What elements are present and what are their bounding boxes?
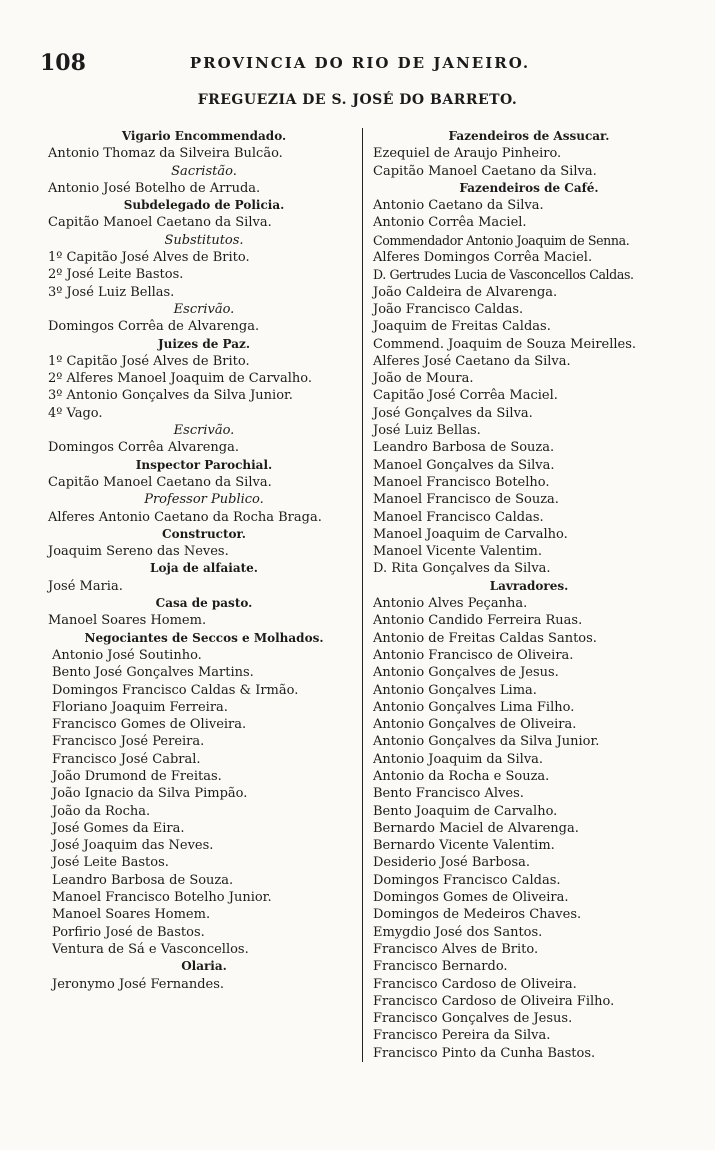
heading-inspector: Inspector Parochial.: [135, 457, 273, 472]
list-item: Francisco Cardoso de Oliveira Filho.: [373, 993, 615, 1009]
list-item: José Joaquim das Neves.: [52, 838, 214, 854]
list-item: Domingos Gomes de Oliveira.: [373, 890, 569, 906]
list-item: Manoel Francisco Botelho Junior.: [52, 890, 272, 906]
heading-vigario: Vigario Encommendado.: [121, 129, 287, 143]
list-item: Domingos Francisco Caldas & Irmão.: [52, 682, 299, 698]
list-item: Francisco Alves de Brito.: [373, 941, 539, 957]
left-column: [48, 128, 360, 993]
cafe-list: [369, 197, 689, 578]
entry-pasto: Manoel Soares Homem.: [48, 613, 207, 629]
list-item: Manoel Vicente Valentim.: [373, 544, 542, 560]
list-item: Capitão José Corrêa Maciel.: [373, 388, 558, 404]
list-item: Domingos de Medeiros Chaves.: [373, 907, 582, 923]
list-item: Bernardo Vicente Valentim.: [373, 838, 555, 854]
list-item: João Drumond de Freitas.: [52, 768, 222, 784]
list-item: Antonio da Rocha e Souza.: [373, 768, 550, 784]
list-item: Manoel Francisco de Souza.: [373, 492, 559, 508]
heading-substitutos: Substitutos.: [164, 232, 244, 248]
list-item: Joaquim de Freitas Caldas.: [373, 319, 551, 335]
heading-lavradores: Lavradores.: [489, 578, 569, 593]
entry-substituto: 2º José Leite Bastos.: [48, 267, 184, 283]
entry-escrivao: Domingos Corrêa Alvarenga.: [48, 440, 239, 456]
entry-alfaiate: José Maria.: [48, 578, 123, 594]
heading-professor: Professor Publico.: [144, 492, 264, 508]
page-number: 108: [40, 50, 86, 76]
heading-constructor: Constructor.: [162, 526, 246, 541]
heading-cafe: Fazendeiros de Café.: [459, 180, 599, 195]
list-item: João da Rocha.: [52, 803, 151, 819]
lavradores-list: [369, 595, 689, 1062]
right-column: [362, 128, 689, 1062]
heading-escrivao: Escrivão.: [173, 301, 235, 317]
section-title: FREGUEZIA DE S. JOSÉ DO BARRETO.: [197, 92, 518, 108]
list-item: Capitão Manoel Caetano da Silva.: [373, 163, 597, 179]
list-item: Francisco Gonçalves de Jesus.: [373, 1011, 573, 1027]
assucar-list: [369, 145, 689, 180]
entry-juiz: 2º Alferes Manoel Joaquim de Carvalho.: [48, 371, 313, 387]
list-item: Commendador Antonio Joaquim de Senna.: [373, 232, 630, 248]
heading-pasto: Casa de pasto.: [155, 596, 253, 611]
list-item: Manoel Francisco Botelho.: [373, 474, 550, 490]
list-item: Antonio Gonçalves Lima Filho.: [373, 699, 575, 715]
entry-subdelegado: Capitão Manoel Caetano da Silva.: [48, 215, 272, 231]
list-item: Ventura de Sá e Vasconcellos.: [52, 941, 249, 957]
entry-sacristao: Antonio José Botelho de Arruda.: [48, 180, 261, 196]
list-item: Leandro Barbosa de Souza.: [373, 440, 555, 456]
list-item: João Caldeira de Alvarenga.: [373, 284, 558, 300]
entry-inspector: Capitão Manoel Caetano da Silva.: [48, 474, 272, 490]
list-item: Antonio Gonçalves Lima.: [373, 682, 537, 698]
list-item: Antonio Candido Ferreira Ruas.: [373, 613, 583, 629]
list-item: Emygdio José dos Santos.: [373, 924, 543, 940]
list-item: Leandro Barbosa de Souza.: [52, 872, 234, 888]
list-item: Francisco Gomes de Oliveira.: [52, 717, 247, 733]
list-item: Porfirio José de Bastos.: [52, 924, 205, 940]
list-item: José Leite Bastos.: [52, 855, 169, 871]
list-item: Domingos Francisco Caldas.: [373, 872, 561, 888]
entry-vigario: Antonio Thomaz da Silveira Bulcão.: [48, 146, 283, 162]
list-item: Antonio Corrêa Maciel.: [373, 215, 527, 231]
list-item: Francisco José Cabral.: [52, 751, 201, 767]
list-item: Antonio Francisco de Oliveira.: [373, 647, 574, 663]
list-item: Francisco Pinto da Cunha Bastos.: [373, 1045, 596, 1061]
list-item: D. Rita Gonçalves da Silva.: [373, 561, 551, 577]
list-item: Bernardo Maciel de Alvarenga.: [373, 820, 579, 836]
heading-juizes: Juizes de Paz.: [157, 336, 250, 351]
list-item: José Gonçalves da Silva.: [373, 405, 533, 421]
list-item: João de Moura.: [373, 371, 474, 387]
list-item: José Gomes da Eira.: [52, 820, 185, 836]
entry-juiz: 1º Capitão José Alves de Brito.: [48, 353, 250, 369]
entry-substituto: 3º José Luiz Bellas.: [48, 284, 175, 300]
list-item: Antonio de Freitas Caldas Santos.: [373, 630, 597, 646]
heading-alfaiate: Loja de alfaiate.: [150, 561, 258, 576]
entry-professor: Alferes Antonio Caetano da Rocha Braga.: [48, 509, 322, 525]
heading-olaria: Olaria.: [181, 959, 227, 974]
list-item: Antonio Gonçalves de Oliveira.: [373, 717, 577, 733]
entry-escrivao: Domingos Corrêa de Alvarenga.: [48, 319, 260, 335]
list-item: João Ignacio da Silva Pimpão.: [52, 786, 248, 802]
list-item: José Luiz Bellas.: [373, 423, 481, 439]
list-item: Floriano Joaquim Ferreira.: [52, 699, 228, 715]
list-item: Antonio Gonçalves da Silva Junior.: [373, 734, 600, 750]
negociantes-list: [48, 647, 360, 958]
heading-assucar: Fazendeiros de Assucar.: [448, 129, 610, 143]
list-item: Antonio Gonçalves de Jesus.: [373, 665, 559, 681]
list-item: Manoel Soares Homem.: [52, 907, 211, 923]
list-item: Alferes José Caetano da Silva.: [373, 353, 571, 369]
entry-juiz: 3º Antonio Gonçalves da Silva Junior.: [48, 388, 293, 404]
list-item: D. Gertrudes Lucia de Vasconcellos Caldas.: [373, 267, 634, 283]
list-item: Antonio Joaquim da Silva.: [373, 751, 544, 767]
list-item: Antonio Alves Peçanha.: [373, 596, 528, 612]
list-item: Francisco Bernardo.: [373, 959, 508, 975]
entry-olaria: Jeronymo José Fernandes.: [52, 976, 225, 992]
heading-escrivao: Escrivão.: [173, 423, 235, 439]
entry-constructor: Joaquim Sereno das Neves.: [48, 544, 229, 560]
entry-juiz: 4º Vago.: [48, 405, 103, 421]
list-item: Commend. Joaquim de Souza Meirelles.: [373, 336, 637, 352]
list-item: Antonio José Soutinho.: [52, 647, 202, 663]
list-item: Antonio Caetano da Silva.: [373, 198, 544, 214]
list-item: Manoel Joaquim de Carvalho.: [373, 526, 568, 542]
list-item: João Francisco Caldas.: [373, 301, 524, 317]
heading-subdelegado: Subdelegado de Policia.: [123, 198, 285, 213]
list-item: Bento Joaquim de Carvalho.: [373, 803, 558, 819]
list-item: Bento Francisco Alves.: [373, 786, 524, 802]
entry-substituto: 1º Capitão José Alves de Brito.: [48, 250, 250, 266]
list-item: Manoel Gonçalves da Silva.: [373, 457, 555, 473]
list-item: Francisco Cardoso de Oliveira.: [373, 976, 577, 992]
list-item: Desiderio José Barbosa.: [373, 855, 531, 871]
list-item: Bento José Gonçalves Martins.: [52, 665, 254, 681]
list-item: Francisco Pereira da Silva.: [373, 1028, 551, 1044]
list-item: Ezequiel de Araujo Pinheiro.: [373, 146, 562, 162]
list-item: Francisco José Pereira.: [52, 734, 205, 750]
running-title: PROVINCIA DO RIO DE JANEIRO.: [189, 54, 531, 72]
list-item: Manoel Francisco Caldas.: [373, 509, 544, 525]
list-item: Alferes Domingos Corrêa Maciel.: [373, 250, 593, 266]
page-header: [40, 50, 680, 80]
heading-sacristao: Sacristão.: [171, 163, 237, 179]
heading-negociantes: Negociantes de Seccos e Molhados.: [84, 630, 324, 645]
